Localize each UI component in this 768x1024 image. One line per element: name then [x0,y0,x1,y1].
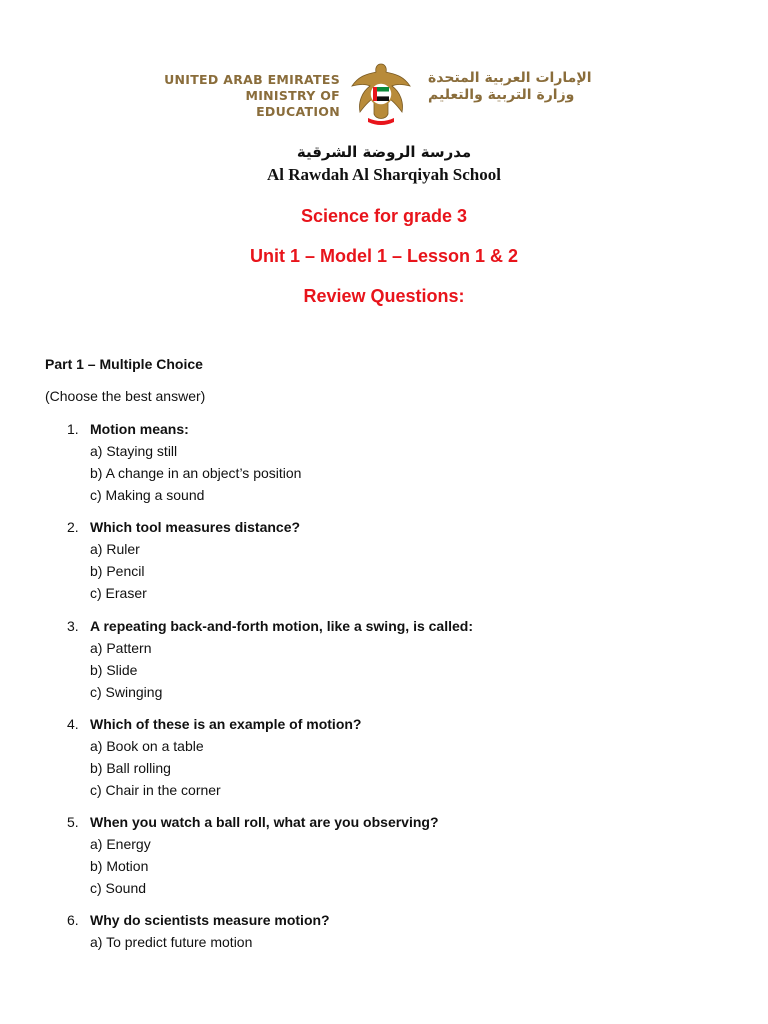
question-stem: Why do scientists measure motion? [90,912,330,928]
ministry-name-arabic [428,70,608,104]
question-number: 3. [67,618,79,634]
unit-title: Unit 1 – Model 1 – Lesson 1 & 2 [249,246,519,266]
question-number: 4. [67,716,79,732]
answer-option: a) Book on a table [90,738,204,754]
subject-title: Science for grade 3 [300,206,468,226]
answer-option: b) Motion [90,858,149,874]
ministry-header [0,58,768,128]
answer-option: a) To predict future motion [90,934,253,950]
answer-option: a) Ruler [90,541,140,557]
ministry-line-2: MINISTRY OF EDUCATION [245,88,340,119]
question-stem: A repeating back-and-forth motion, like a swing, is called: [90,618,473,634]
answer-option: c) Sound [90,880,147,896]
ministry-line-1: UNITED ARAB EMIRATES [164,72,340,87]
school-name-english: Al Rawdah Al Sharqiyah School [267,165,501,184]
answer-option: b) A change in an object’s position [90,465,302,481]
question-stem: Motion means: [90,421,189,437]
question-number: 2. [67,519,79,535]
answer-option: b) Pencil [90,563,145,579]
answer-option: a) Energy [90,836,151,852]
school-name-arabic: مدرسة الروضة الشرقية [296,143,472,161]
answer-option: a) Pattern [90,640,152,656]
question-number: 6. [67,912,79,928]
part-instruction: (Choose the best answer) [45,388,206,404]
answer-option: c) Making a sound [90,487,205,503]
ministry-ar-line-2: وزارة التربية والتعليم [428,87,575,103]
answer-option: b) Slide [90,662,138,678]
ministry-ar-line-1: الإمارات العربية المتحدة [428,70,592,86]
uae-falcon-emblem-icon [346,58,416,128]
question-number: 1. [67,421,79,437]
answer-option: b) Ball rolling [90,760,171,776]
question-number: 5. [67,814,79,830]
ministry-name-english [160,72,340,120]
answer-option: c) Chair in the corner [90,782,221,798]
part-heading: Part 1 – Multiple Choice [45,356,203,372]
answer-option: c) Swinging [90,684,163,700]
answer-option: a) Staying still [90,443,178,459]
question-stem: Which tool measures distance? [90,519,301,535]
question-stem: When you watch a ball roll, what are you observing? [90,814,439,830]
review-title: Review Questions: [303,286,465,306]
answer-option: c) Eraser [90,585,147,601]
question-stem: Which of these is an example of motion? [90,716,362,732]
